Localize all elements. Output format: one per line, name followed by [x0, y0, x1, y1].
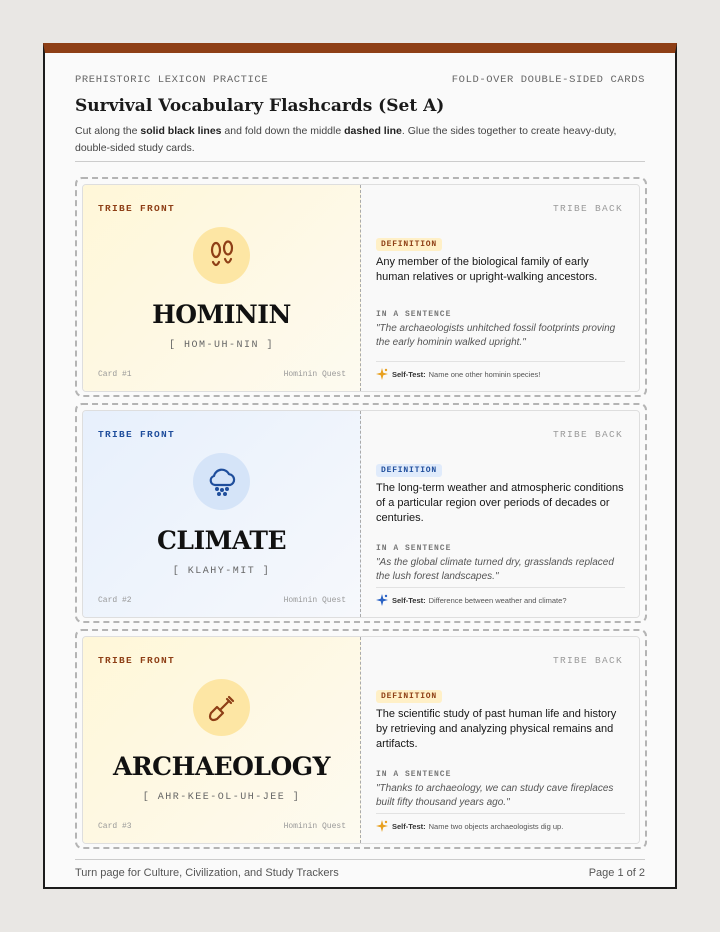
vocab-word: ARCHAEOLOGY	[113, 752, 330, 781]
flashcard	[82, 636, 640, 844]
quest-label: Hominin Quest	[283, 370, 346, 379]
card-number: Card #1	[98, 370, 132, 379]
card-back	[361, 411, 639, 617]
front-label: TRIBE FRONT	[98, 203, 176, 214]
card-front	[83, 185, 361, 391]
sparkle-icon	[376, 368, 388, 380]
series-label: PREHISTORIC LEXICON PRACTICE	[75, 74, 269, 86]
sentence-label: IN A SENTENCE	[376, 544, 452, 553]
self-test-question: Name one other hominin species!	[428, 369, 541, 379]
self-test	[376, 813, 625, 832]
self-test-label: Self-Test:	[392, 595, 426, 605]
card-front	[83, 637, 361, 843]
cut-line	[75, 629, 647, 849]
sentence-text: "As the global climate turned dry, grasslands replaced the lush forest landscapes."	[376, 557, 614, 582]
back-label: TRIBE BACK	[552, 203, 623, 214]
shovel-icon	[193, 679, 250, 736]
card-back	[361, 637, 639, 843]
format-label: FOLD-OVER DOUBLE-SIDED CARDS	[451, 74, 645, 86]
cut-line	[75, 177, 647, 397]
instructions-text-1: Cut along the	[75, 125, 141, 137]
self-test-label: Self-Test:	[392, 821, 426, 831]
vocab-word: HOMININ	[152, 300, 291, 329]
vocab-word: CLIMATE	[156, 526, 287, 555]
footprints-icon	[193, 227, 250, 284]
cut-line	[75, 403, 647, 623]
quest-label: Hominin Quest	[283, 596, 346, 605]
instructions	[75, 123, 645, 157]
sparkle-icon	[376, 820, 388, 832]
sentence-text: "Thanks to archaeology, we can study cave fireplaces built fifty thousand years ago."	[376, 783, 614, 808]
card-number: Card #2	[98, 596, 132, 605]
sparkle-icon	[376, 594, 388, 606]
page-number: Page 1 of 2	[588, 867, 645, 879]
instructions-bold-1: solid black lines	[140, 125, 222, 137]
sentence-text: "The archaeologists unhitched fossil footprints proving the early hominin walked upright."	[376, 323, 616, 348]
footer-note: Turn page for Culture, Civilization, and Study Trackers	[75, 867, 339, 879]
sentence-label: IN A SENTENCE	[376, 770, 452, 779]
sentence-label: IN A SENTENCE	[376, 310, 452, 319]
page-title: Survival Vocabulary Flashcards (Set A)	[75, 96, 445, 116]
definition-text: The long-term weather and atmospheric conditions of a particular region over periods of decades or centuries.	[376, 482, 624, 524]
quest-label: Hominin Quest	[283, 822, 346, 831]
definition-text: The scientific study of past human life and history by retrieving and analyzing physical remains and artifacts.	[376, 708, 617, 750]
pronunciation: [ KLAHY-MIT ]	[172, 566, 271, 577]
front-label: TRIBE FRONT	[98, 429, 176, 440]
flashcard	[82, 184, 640, 392]
instructions-bold-2: dashed line	[344, 125, 402, 137]
card-front	[83, 411, 361, 617]
card-back	[361, 185, 639, 391]
instructions-text-2: and fold down the middle	[221, 125, 345, 137]
pronunciation: [ AHR-KEE-OL-UH-JEE ]	[142, 792, 301, 803]
self-test-question: Name two objects archaeologists dig up.	[428, 821, 564, 831]
header-divider	[75, 161, 645, 162]
self-test	[376, 587, 625, 606]
header-bar	[75, 74, 645, 86]
self-test-label: Self-Test:	[392, 369, 426, 379]
worksheet-page	[43, 43, 677, 889]
back-label: TRIBE BACK	[552, 655, 623, 666]
definition-badge: DEFINITION	[376, 464, 442, 477]
self-test-question: Difference between weather and climate?	[428, 595, 567, 605]
pronunciation: [ HOM-UH-NIN ]	[168, 340, 274, 351]
self-test	[376, 361, 625, 380]
footer-divider	[75, 859, 645, 860]
front-label: TRIBE FRONT	[98, 655, 176, 666]
flashcard	[82, 410, 640, 618]
instructions-text-3: . Glue the sides together to create heavy-duty, double-sided study cards.	[75, 125, 617, 154]
back-label: TRIBE BACK	[552, 429, 623, 440]
page-footer	[75, 867, 645, 879]
definition-badge: DEFINITION	[376, 690, 442, 703]
flashcard-list	[75, 177, 647, 855]
definition-badge: DEFINITION	[376, 238, 442, 251]
definition-text: Any member of the biological family of early human relatives or upright-walking ancestors.	[376, 256, 598, 283]
card-number: Card #3	[98, 822, 132, 831]
cloud-snow-icon	[193, 453, 250, 510]
